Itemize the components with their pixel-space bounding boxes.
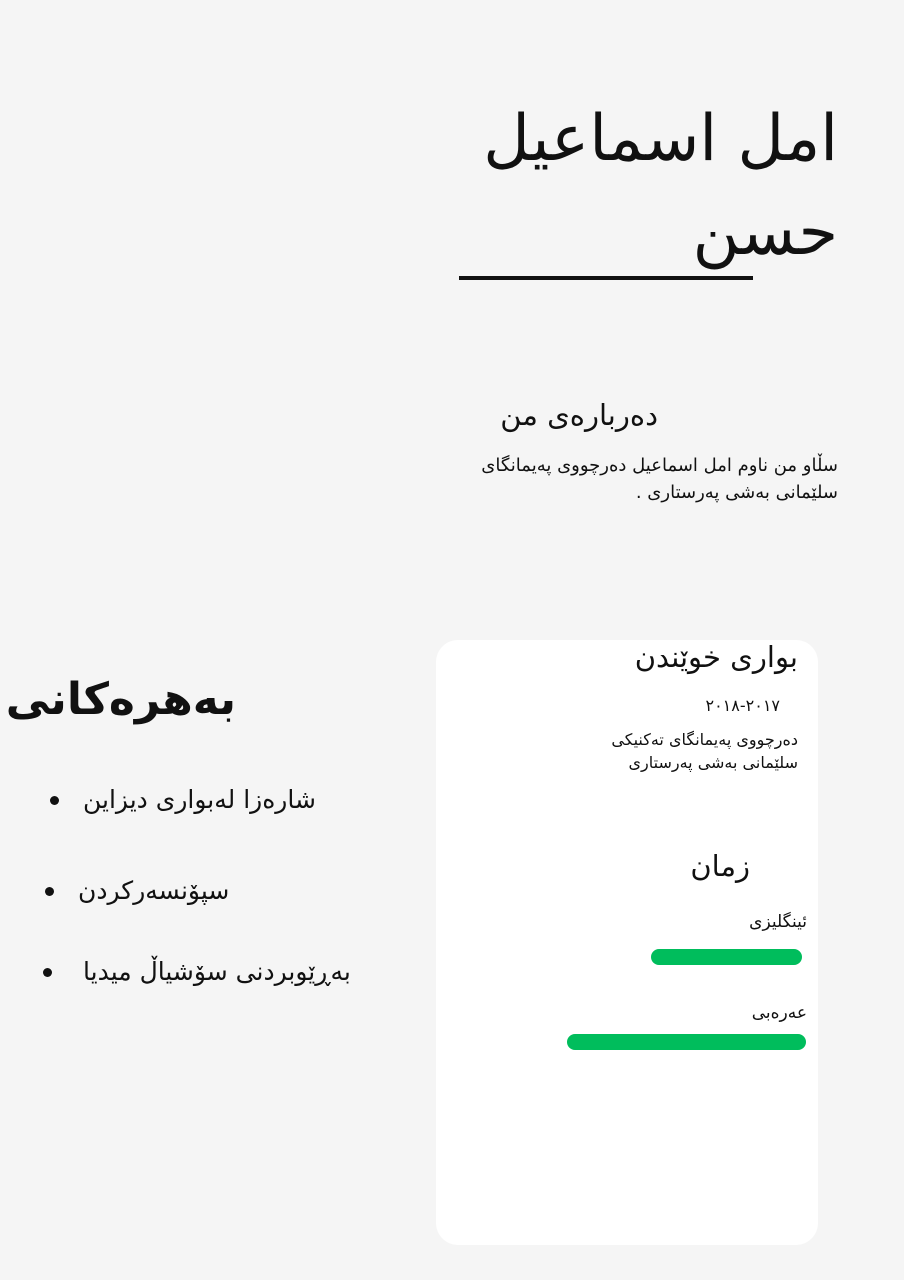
skill-label: بەڕێوبردنی سۆشیاڵ میدیا [83,957,351,986]
language-level-fill [567,1034,806,1050]
education-heading: بواری خوێندن [634,640,798,674]
bullet-icon [43,968,52,977]
skill-item [45,873,229,909]
skill-label: سپۆنسەرکردن [78,876,230,905]
bullet-icon [45,887,54,896]
language-label-english: ئینگلیزی [749,912,807,932]
skill-item [50,782,316,818]
language-level-fill [651,949,802,965]
language-label-arabic: عەرەبی [751,1003,807,1023]
language-level-bar-english [651,949,802,965]
about-heading: دەربارەی من [500,398,658,432]
skill-label: شارەزا لەبواری دیزاین [83,785,316,814]
languages-heading: زمان [690,849,750,883]
about-text: سڵاو من ناوم امل اسماعیل دەرچووی پەیمانگای سلێمانی بەشی پەرستاری . [481,455,838,503]
education-description: دەرچووی پەیمانگای تەکنیکی سلێمانی بەشی پەرستاری [611,730,798,772]
skill-item [43,954,351,990]
page-title: امل اسماعیل حسن [483,102,838,270]
title-underline [459,276,753,280]
education-years: ٢٠١٧-٢٠١٨ [705,696,780,715]
bullet-icon [50,796,59,805]
language-level-bar-arabic [567,1034,806,1050]
skills-heading: بەهرەكانی [5,674,236,725]
